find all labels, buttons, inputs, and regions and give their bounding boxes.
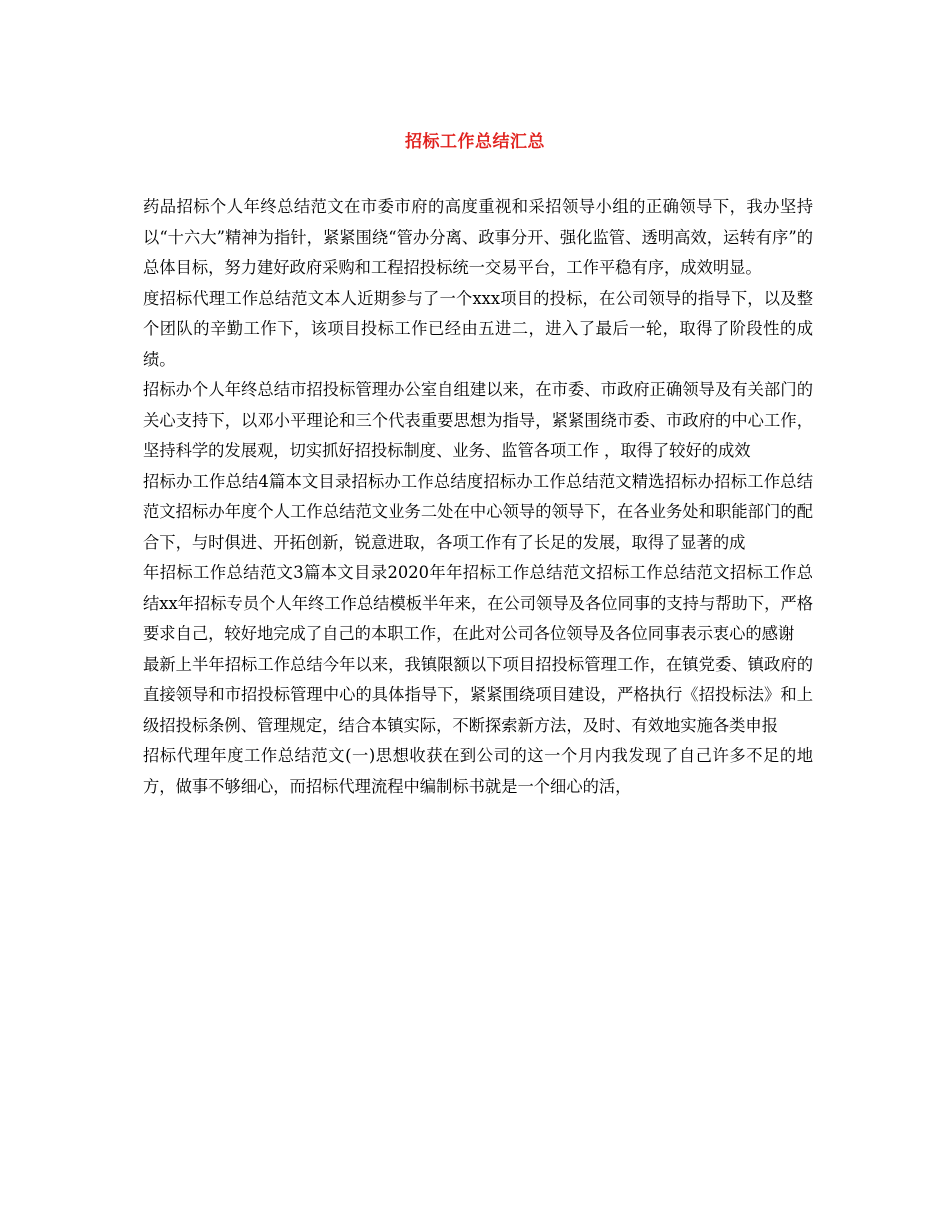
document-title: 招标工作总结汇总 bbox=[405, 132, 545, 152]
document-body bbox=[143, 192, 813, 802]
paragraph-6: 最新上半年招标工作总结今年以来，我镇限额以下项目招投标管理工作，在镇党委、镇政府的直接领导和市招投标管理中心的具体指导下，紧紧围绕项目建设，严格执行《招投标法》和上级招投标条例、管理规定，结合本镇实际，不断探索新方法，及时、有效地实施各类申报 bbox=[143, 654, 813, 735]
paragraph-4: 招标办工作总结4篇本文目录招标办工作总结度招标办工作总结范文精选招标办招标工作总结范文招标办年度个人工作总结范文业务二处在中心领导的领导下，在各业务处和职能部门的配合下，与时俱进、开拓创新，锐意进取，各项工作有了长足的发展，取得了显著的成 bbox=[143, 471, 813, 552]
paragraph-1: 药品招标个人年终总结范文在市委市府的高度重视和采招领导小组的正确领导下，我办坚持以“十六大”精神为指针，紧紧围绕“管办分离、政事分开、强化监管、透明高效，运转有序”的总体目标，努力建好政府采购和工程招投标统一交易平台，工作平稳有序，成效明显。 bbox=[143, 197, 813, 277]
paragraph-7: 招标代理年度工作总结范文(一)思想收获在到公司的这一个月内我发现了自己许多不足的地方，做事不够细心，而招标代理流程中编制标书就是一个细心的活， bbox=[143, 746, 813, 796]
paragraph-5: 年招标工作总结范文3篇本文目录2020年年招标工作总结范文招标工作总结范文招标工作总结xx年招标专员个人年终工作总结模板半年来，在公司领导及各位同事的支持与帮助下，严格要求自己，较好地完成了自己的本职工作，在此对公司各位领导及各位同事表示衷心的感谢 bbox=[143, 563, 813, 643]
paragraph-2: 度招标代理工作总结范文本人近期参与了一个xxx项目的投标，在公司领导的指导下，以及整个团队的辛勤工作下，该项目投标工作已经由五进二，进入了最后一轮，取得了阶段性的成绩。 bbox=[143, 288, 813, 369]
paragraph-3: 招标办个人年终总结市招投标管理办公室自组建以来，在市委、市政府正确领导及有关部门的关心支持下，以邓小平理论和三个代表重要思想为指导，紧紧围绕市委、市政府的中心工作，坚持科学的发展观，切实抓好招投标制度、业务、监管各项工作 ，取得了较好的成效 bbox=[143, 380, 813, 460]
